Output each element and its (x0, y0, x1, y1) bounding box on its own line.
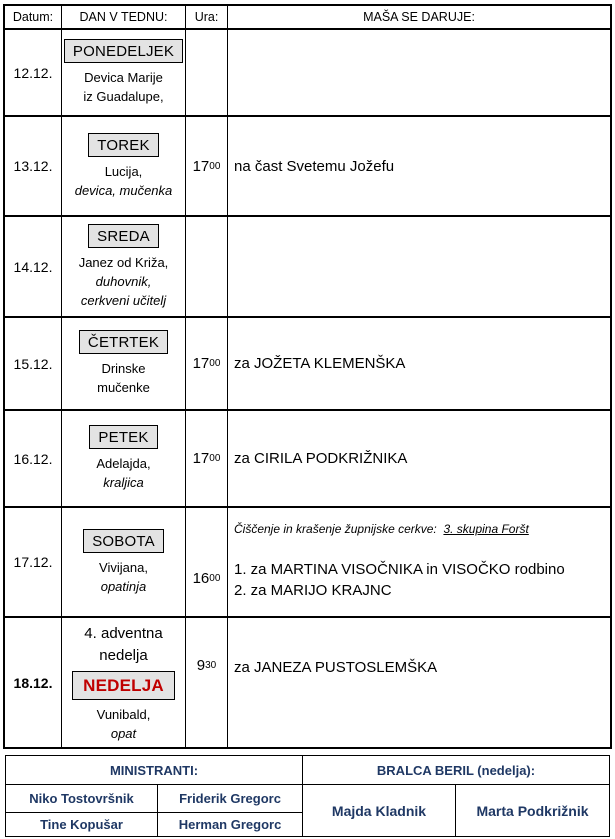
saint-line: Janez od Križa, (78, 254, 169, 270)
mass-time (186, 318, 227, 409)
time-minute: 00 (209, 358, 221, 369)
row-day-cell (62, 117, 185, 215)
mass-time (186, 518, 227, 638)
liturgical-day: nedelja (99, 646, 148, 664)
note-group: 3. skupina Foršt (443, 522, 529, 536)
time-minute: 00 (209, 160, 221, 172)
time-hour: 16 (192, 569, 210, 587)
time-hour: 9 (196, 656, 206, 674)
reader-name: Marta Podkrižnik (476, 802, 589, 819)
row-day-cell (62, 508, 185, 616)
header-time: Ura: (194, 10, 219, 24)
intention-cell (228, 508, 610, 616)
header-date: Datum: (12, 10, 54, 24)
row-date: 17.12. (13, 554, 53, 570)
reader-name: Majda Kladnik (331, 802, 427, 819)
cleaning-note (234, 522, 610, 536)
schedule-table (3, 4, 612, 749)
row-date: 15.12. (13, 355, 53, 372)
row-day-cell (62, 411, 185, 506)
intention: za JANEZA PUSTOSLEMŠKA (234, 658, 438, 676)
intention: 2. za MARIJO KRAJNC (234, 582, 392, 599)
time-minute: 00 (209, 572, 221, 584)
saint-line: devica, mučenka (74, 182, 173, 198)
row-date: 13.12. (13, 158, 53, 174)
time-hour: 17 (192, 450, 210, 467)
saint-line: Vivijana, (99, 559, 148, 575)
row-day-cell (62, 30, 185, 115)
day-label: PETEK (89, 425, 157, 449)
saint-line: kraljica (103, 475, 144, 490)
time-minute: 30 (205, 659, 217, 671)
saint-line: duhovnik, (95, 273, 152, 289)
saint-line: Lucija, (104, 163, 143, 179)
row-day-cell (62, 217, 185, 316)
intention: za JOŽETA KLEMENŠKA (234, 355, 406, 372)
saint-line: Vunibald, (96, 706, 151, 722)
day-label: SOBOTA (83, 529, 164, 553)
saint-line: Adelajda, (96, 456, 151, 471)
saint-line: mučenke (97, 380, 150, 395)
header-intention: MAŠA SE DARUJE: (363, 10, 475, 24)
day-label: SREDA (88, 224, 159, 248)
row-date: 18.12. (13, 674, 53, 691)
time-minute: 00 (209, 453, 221, 464)
time-hour: 17 (192, 157, 210, 175)
row-date: 12.12. (13, 64, 53, 81)
row-date: 14.12. (13, 258, 53, 275)
day-label: NEDELJA (72, 671, 175, 700)
ministranti-title: MINISTRANTI: (109, 762, 199, 778)
saint-line: opatinja (100, 578, 147, 594)
saint-line: iz Guadalupe, (83, 89, 164, 104)
liturgical-day: 4. adventna (84, 624, 163, 642)
saint-line: opat (110, 725, 137, 741)
saint-line: Devica Marije (84, 70, 163, 85)
day-label: ČETRTEK (79, 330, 168, 354)
servers-table (5, 755, 610, 837)
server-name: Friderik Gregorc (179, 791, 281, 806)
mass-time (186, 650, 227, 680)
saint-line: cerkveni učitelj (80, 292, 167, 308)
intention: za CIRILA PODKRIŽNIKA (234, 450, 408, 467)
day-label: PONEDELJEK (64, 39, 183, 63)
header-day: DAN V TEDNU: (79, 10, 168, 24)
mass-time (186, 117, 227, 215)
intention: 1. za MARTINA VISOČNIKA in VISOČKO rodbino (234, 561, 565, 578)
intention: na čast Svetemu Jožefu (234, 157, 395, 175)
server-name: Niko Tostovršnik (29, 791, 134, 806)
row-day-cell (62, 618, 185, 747)
server-name: Herman Gregorc (178, 817, 282, 832)
day-label: TOREK (88, 133, 158, 157)
row-day-cell (62, 318, 185, 409)
bralca-title: BRALCA BERIL (nedelja): (376, 762, 536, 778)
time-hour: 17 (192, 355, 210, 372)
saint-line: Drinske (101, 361, 146, 376)
row-date: 16.12. (13, 450, 53, 467)
note-prefix: Čiščenje in krašenje župnijske cerkve: (234, 522, 437, 536)
mass-time (186, 411, 227, 506)
server-name: Tine Kopušar (40, 817, 123, 832)
